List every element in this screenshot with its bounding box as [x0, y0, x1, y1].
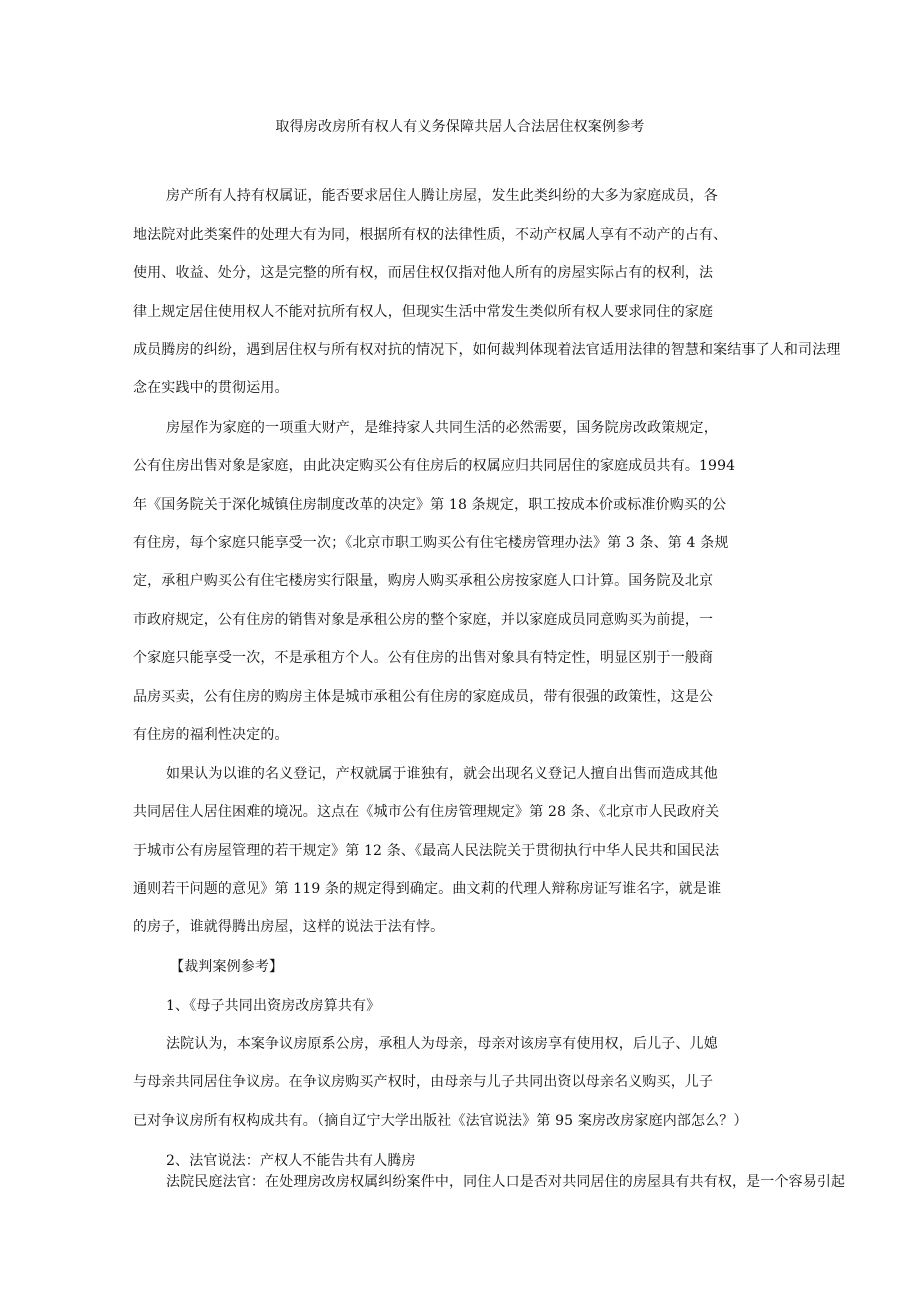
paragraph-line: 年《国务院关于深化城镇住房制度改革的决定》第 18 条规定，职工按成本价或标准价购买的公 — [133, 497, 727, 513]
case-heading: 1、《母子共同出资房改房算共有》 — [166, 998, 381, 1014]
paragraph-line: 房产所有人持有权属证，能否要求居住人腾让房屋，发生此类纠纷的大多为家庭成员，各 — [166, 188, 718, 204]
paragraph-line: 使用、收益、处分，这是完整的所有权，而居住权仅指对他人所有的房屋实际占有的权利，法 — [133, 265, 714, 281]
section-heading: 【裁判案例参考】 — [170, 959, 284, 975]
paragraph-line: 品房买卖，公有住房的购房主体是城市承租公有住房的家庭成员，带有很强的政策性，这是公 — [133, 689, 714, 705]
document-title: 取得房改房所有权人有义务保障共居人合法居住权案例参考 — [275, 119, 645, 135]
paragraph-line: 成员腾房的纠纷，遇到居住权与所有权对抗的情况下，如何裁判体现着法官适用法律的智慧和案结事了人和司法理 — [133, 342, 841, 358]
paragraph-line: 市政府规定，公有住房的销售对象是承租公房的整个家庭，并以家庭成员同意购买为前提，一 — [133, 612, 714, 628]
paragraph-line: 有住房，每个家庭只能享受一次；《北京市职工购买公有住宅楼房管理办法》第 3 条、第 4 条规 — [133, 535, 729, 551]
paragraph-line: 公有住房出售对象是家庭，由此决定购买公有住房后的权属应归共同居住的家庭成员共有。1994 — [133, 458, 736, 474]
paragraph-line: 已对争议房所有权构成共有。（摘自辽宁大学出版社《法官说法》第 95 案房改房家庭内部怎么？） — [133, 1113, 748, 1129]
paragraph-line: 地法院对此类案件的处理大有为同，根据所有权的法律性质，不动产权属人享有不动产的占有、 — [133, 227, 728, 243]
paragraph-line: 房屋作为家庭的一项重大财产，是维持家人共同生活的必然需要，国务院房改政策规定， — [166, 420, 718, 436]
paragraph-line: 个家庭只能享受一次，不是承租方个人。公有住房的出售对象具有特定性，明显区别于一般商 — [133, 650, 714, 666]
paragraph-line: 念在实践中的贯彻运用。 — [133, 380, 289, 396]
paragraph-line: 定，承租户购买公有住宅楼房实行限量，购房人购买承租公房按家庭人口计算。国务院及北京 — [133, 573, 714, 589]
paragraph-line: 通则若干问题的意见》第 119 条的规定得到确定。曲文莉的代理人辩称房证写谁名字，就是谁 — [133, 881, 722, 897]
paragraph-line: 如果认为以谁的名义登记，产权就属于谁独有，就会出现名义登记人擅自出售而造成其他 — [166, 766, 718, 782]
paragraph-line: 有住房的福利性决定的。 — [133, 727, 289, 743]
paragraph-line: 于城市公有房屋管理的若干规定》第 12 条、《最高人民法院关于贯彻执行中华人民共和国民法 — [133, 843, 720, 859]
paragraph-line: 与母亲共同居住争议房。在争议房购买产权时，由母亲与儿子共同出资以母亲名义购买，儿子 — [133, 1074, 714, 1090]
case-heading: 2、法官说法：产权人不能告共有人腾房 — [166, 1153, 416, 1169]
paragraph-line: 律上规定居住使用权人不能对抗所有权人，但现实生活中常发生类似所有权人要求同住的家庭 — [133, 304, 714, 320]
paragraph-line: 法院认为，本案争议房原系公房，承租人为母亲，母亲对该房享有使用权，后儿子、儿媳 — [166, 1036, 718, 1052]
paragraph-line: 共同居住人居住困难的境况。这点在《城市公有住房管理规定》第 28 条、《北京市人民政府关 — [133, 804, 720, 820]
paragraph-line: 法院民庭法官：在处理房改房权属纠纷案件中，同住人口是否对共同居住的房屋具有共有权，是一个容易引起 — [166, 1174, 846, 1190]
paragraph-line: 的房子，谁就得腾出房屋，这样的说法于法有悖。 — [133, 919, 445, 935]
